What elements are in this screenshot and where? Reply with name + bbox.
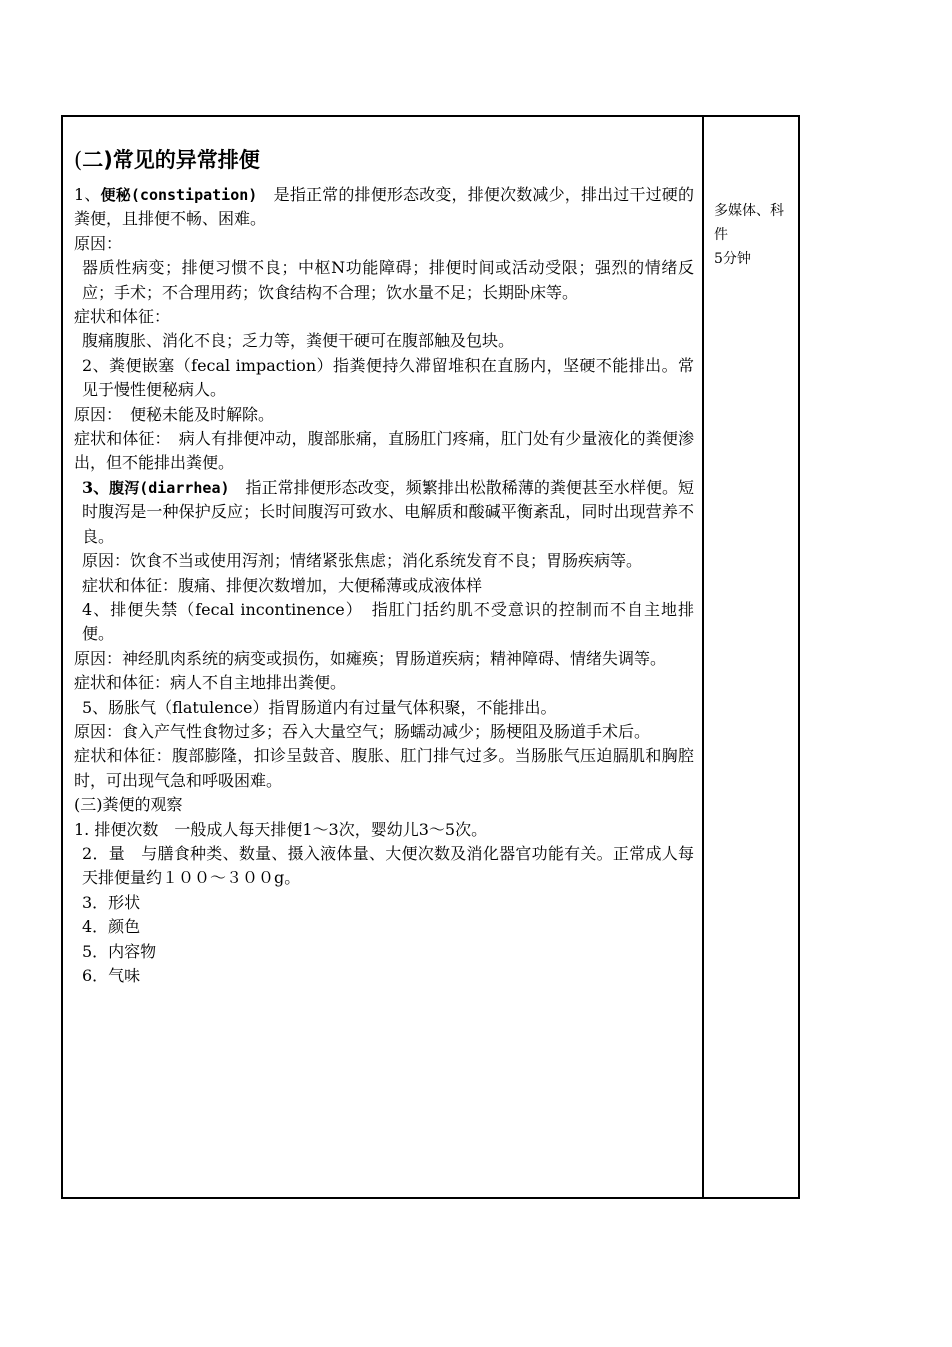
observation-line: 2．量 与膳食种类、数量、摄入液体量、大便次数及消化器官功能有关。正常成人每天排便量约１００～３００g。 bbox=[82, 843, 694, 888]
item-number: 3、 bbox=[82, 477, 110, 497]
diarrhea-title: 腹泻(diarrhea) bbox=[109, 478, 230, 497]
constipation-cause-label: 原因： bbox=[74, 233, 123, 253]
incontinence-cause: 原因：神经肌肉系统的病变或损伤，如瘫痪；胃肠道疾病；精神障碍、情绪失调等。 bbox=[74, 648, 667, 668]
flatulence-symptom: 症状和体征：腹部膨隆，扣诊呈鼓音、腹胀、肛门排气过多。当肠胀气压迫膈肌和胸腔时，可出现气急和呼吸困难。 bbox=[74, 746, 694, 790]
impaction-symptom: 症状和体征： 病人有排便冲动，腹部胀痛，直肠肛门疼痛，肛门处有少量液化的粪便渗出，但不能排出粪便。 bbox=[74, 429, 694, 473]
flatulence-cause: 原因：食入产气性食物过多；吞入大量空气；肠蠕动减少；肠梗阻及肠道手术后。 bbox=[74, 721, 651, 741]
heading-text: 二)常见的异常排便 bbox=[82, 148, 260, 172]
diarrhea-symptom: 症状和体征：腹痛、排便次数增加，大便稀薄或成液体样 bbox=[82, 575, 483, 595]
observation-line: 6．气味 bbox=[82, 966, 141, 985]
observation-heading: (三)粪便的观察 bbox=[74, 795, 183, 815]
flatulence-definition: 5、肠胀气（flatulence）指胃肠道内有过量气体积聚，不能排出。 bbox=[82, 697, 557, 717]
observation-line: 1. 排便次数 一般成人每天排便1～3次，婴幼儿3～5次。 bbox=[74, 819, 488, 839]
section-body bbox=[74, 183, 694, 988]
incontinence-definition: 4、排便失禁（fecal incontinence） 指肛门括约肌不受意识的控制而不自主地排便。 bbox=[82, 599, 694, 644]
observation-line: 3．形状 bbox=[82, 892, 141, 912]
teaching-method: 多媒体、科件 bbox=[714, 203, 784, 243]
impaction-definition: 2、粪便嵌塞（fecal impaction）指粪便持久滞留堆积在直肠内，坚硬不能排出。常见于慢性便秘病人。 bbox=[82, 355, 694, 400]
diarrhea-cause: 原因：饮食不当或使用泻剂；情绪紧张焦虑；消化系统发育不良；胃肠疾病等。 bbox=[82, 551, 643, 571]
section-heading bbox=[74, 145, 694, 175]
constipation-definition bbox=[74, 183, 694, 232]
time-allocation: 5分钟 bbox=[714, 251, 751, 267]
constipation-def-text: 是指正常的排便形态改变，排便次数减少，排出过干过硬的粪便，且排便不畅、困难。 bbox=[74, 185, 694, 229]
diarrhea-definition bbox=[74, 476, 694, 549]
item-number: 1、 bbox=[74, 185, 101, 204]
constipation-symptom-label: 症状和体征： bbox=[74, 307, 171, 327]
incontinence-symptom: 症状和体征：病人不自主地排出粪便。 bbox=[74, 673, 347, 693]
impaction-cause: 原因： 便秘未能及时解除。 bbox=[74, 404, 275, 424]
constipation-cause-text: 器质性病变；排便习惯不良；中枢N功能障碍；排便时间或活动受限；强烈的情绪反应；手术；不合理用药；饮食结构不合理；饮水量不足；长期卧床等。 bbox=[82, 258, 694, 302]
constipation-symptom-text: 腹痛腹胀、消化不良；乏力等，粪便干硬可在腹部触及包块。 bbox=[82, 331, 515, 351]
heading-paren: ( bbox=[74, 148, 83, 172]
lesson-table bbox=[61, 115, 800, 1199]
constipation-title: 便秘(constipation) bbox=[100, 186, 258, 204]
observation-line: 4．颜色 bbox=[82, 917, 141, 937]
diarrhea-def-text: 指正常排便形态改变，频繁排出松散稀薄的粪便甚至水样便。短时腹泻是一种保护反应；长时间腹泻可致水、电解质和酸碱平衡紊乱，同时出现营养不良。 bbox=[82, 477, 694, 546]
observation-line: 5．内容物 bbox=[82, 941, 157, 961]
notes-cell bbox=[704, 117, 798, 1197]
content-cell bbox=[63, 117, 704, 1197]
